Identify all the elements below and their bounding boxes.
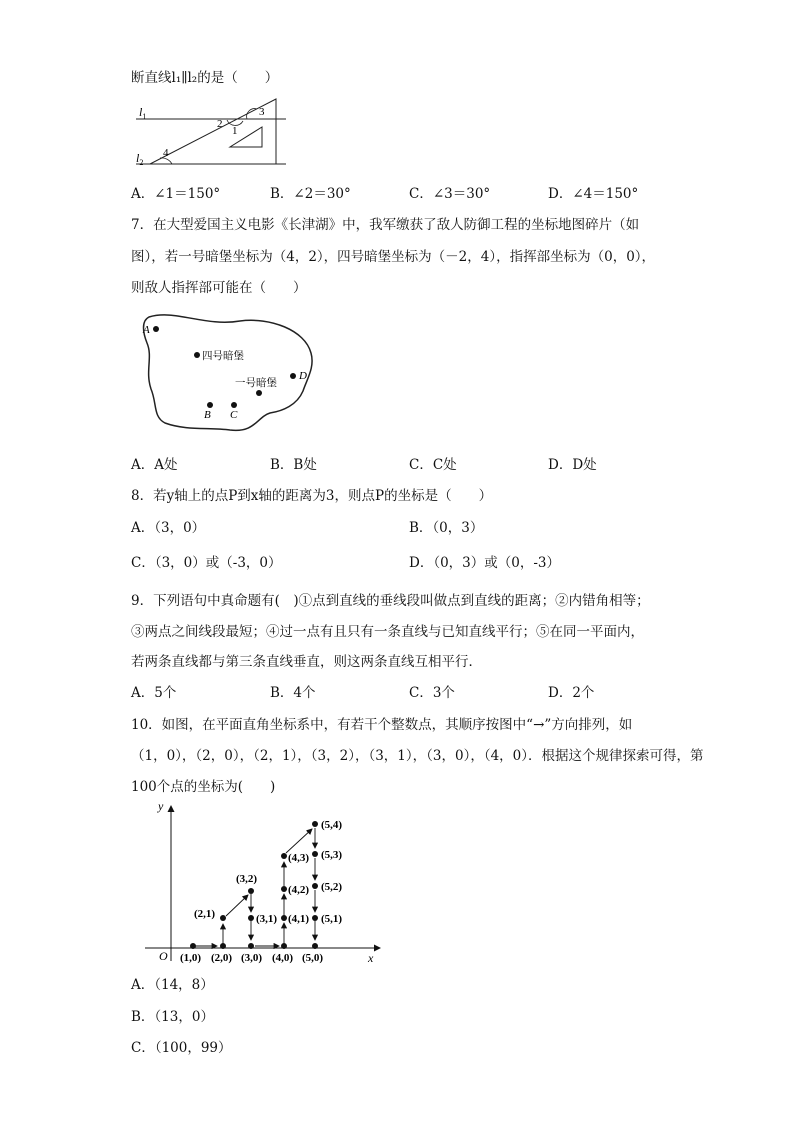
x-axis-label: x xyxy=(368,951,374,965)
q6-figure xyxy=(128,94,288,170)
point-5-3 xyxy=(312,851,318,857)
q10-text-line-1: 10．如图，在平面直角坐标系中，有若干个整数点，其顺序按图中“→”方向排列，如 xyxy=(131,717,633,733)
q10-text-line-3: 100个点的坐标为( ) xyxy=(131,779,276,795)
point-b xyxy=(207,402,213,408)
label-4-3: (4,3) xyxy=(288,852,310,864)
q10-text-line-2: （1，0），（2，0），（2，1），（3，2），（3，1），（3，0），（4，0）．根据这个规律探索可得，第 xyxy=(131,748,704,764)
q6-option-c[interactable]: C．∠3＝30° xyxy=(409,186,491,202)
point-5-0 xyxy=(312,943,318,949)
label-bunker-1: 一号暗堡 xyxy=(235,378,277,389)
label-4-1: (4,1) xyxy=(288,913,310,925)
y-axis-label: y xyxy=(158,799,164,813)
label-l2: $l_2$ xyxy=(136,151,144,167)
path-arrow xyxy=(286,829,312,853)
label-c: C xyxy=(230,409,238,421)
label-angle-3: 3 xyxy=(259,106,265,118)
q9-option-d[interactable]: D．2个 xyxy=(548,685,595,701)
point-3-0 xyxy=(248,943,254,949)
q7-text-line-1: 7．在大型爱国主义电影《长津湖》中，我军缴获了敌人防御工程的坐标地图碎片（如 xyxy=(131,217,640,233)
q7-text-line-3: 则敌人指挥部可能在（ ） xyxy=(131,280,307,296)
q8-option-d[interactable]: D．（0，3）或（0，-3） xyxy=(409,555,560,571)
label-5-2: (5,2) xyxy=(321,881,343,893)
q9-option-a[interactable]: A．5个 xyxy=(131,685,177,701)
q10-lattice-graph xyxy=(140,796,390,966)
point-c xyxy=(231,402,237,408)
q7-map-fragment xyxy=(135,305,320,440)
q7-option-d[interactable]: D．D处 xyxy=(548,457,597,473)
point-5-1 xyxy=(312,915,318,921)
q9-text-line-1: 9．下列语句中真命题有( )①点到直线的垂线段叫做点到直线的距离；②内错角相等； xyxy=(131,593,650,609)
point-3-2 xyxy=(248,888,254,894)
label-bunker-4: 四号暗堡 xyxy=(202,351,244,362)
q9-option-c[interactable]: C．3个 xyxy=(409,685,455,701)
q6-option-a[interactable]: A．∠1＝150° xyxy=(131,186,221,202)
point-bunker-4 xyxy=(194,352,200,358)
point-a xyxy=(153,326,159,332)
point-3-1 xyxy=(248,915,254,921)
q10-option-a[interactable]: A．（14，8） xyxy=(131,977,214,993)
label-d: D xyxy=(299,370,307,382)
label-5-1: (5,1) xyxy=(321,913,343,925)
q8-stem: 8．若y轴上的点P到x轴的距离为3，则点P的坐标是（ ） xyxy=(131,488,493,504)
label-3-0: (3,0) xyxy=(241,952,263,964)
label-5-4: (5,4) xyxy=(321,819,343,831)
point-4-1 xyxy=(281,915,287,921)
point-2-0 xyxy=(220,943,226,949)
point-2-1 xyxy=(220,915,226,921)
label-angle-1: 1 xyxy=(232,125,238,137)
origin-label: O xyxy=(159,949,168,963)
q7-option-a[interactable]: A．A处 xyxy=(131,457,178,473)
point-bunker-1 xyxy=(256,390,262,396)
q7-text-line-2: 图），若一号暗堡坐标为（4，2），四号暗堡坐标为（－2，4），指挥部坐标为（0，0）， xyxy=(131,249,656,265)
q10-option-b[interactable]: B．（13，0） xyxy=(131,1009,214,1025)
label-4-2: (4,2) xyxy=(288,884,310,896)
q7-option-c[interactable]: C．C处 xyxy=(409,457,457,473)
q9-option-b[interactable]: B．4个 xyxy=(270,685,316,701)
point-4-3 xyxy=(281,853,287,859)
q6-option-b[interactable]: B．∠2＝30° xyxy=(270,186,351,202)
point-5-4 xyxy=(312,821,318,827)
q6-option-d[interactable]: D．∠4＝150° xyxy=(548,186,639,202)
label-5-0: (5,0) xyxy=(302,952,324,964)
label-1-0: (1,0) xyxy=(180,952,202,964)
q9-text-line-3: 若两条直线都与第三条直线垂直，则这两条直线互相平行． xyxy=(131,654,482,670)
point-4-0 xyxy=(281,943,287,949)
label-l1: $l_1$ xyxy=(139,105,147,121)
map-outline xyxy=(144,315,313,430)
label-angle-4: 4 xyxy=(163,147,169,159)
label-a: A xyxy=(143,324,150,336)
q8-option-b[interactable]: B．（0，3） xyxy=(409,520,484,536)
set-square-outer xyxy=(150,99,276,164)
q9-text-line-2: ③两点之间线段最短；④过一点有且只有一条直线与已知直线平行；⑤在同一平面内， xyxy=(131,624,644,640)
q8-option-a[interactable]: A．（3，0） xyxy=(131,520,206,536)
label-3-2: (3,2) xyxy=(236,873,258,885)
point-4-2 xyxy=(281,886,287,892)
q7-option-b[interactable]: B．B处 xyxy=(270,457,317,473)
label-4-0: (4,0) xyxy=(272,952,294,964)
label-5-3: (5,3) xyxy=(321,849,343,861)
label-3-1: (3,1) xyxy=(256,913,278,925)
path-arrow xyxy=(226,895,248,916)
point-d xyxy=(290,373,296,379)
q6-stem: 断直线l₁∥l₂的是（ ） xyxy=(131,70,279,86)
q8-option-c[interactable]: C．（3，0）或（-3，0） xyxy=(131,555,282,571)
point-1-0 xyxy=(190,943,196,949)
label-2-1: (2,1) xyxy=(194,908,216,920)
label-b: B xyxy=(204,409,211,421)
label-angle-2: 2 xyxy=(217,118,223,130)
q10-option-c[interactable]: C．（100，99） xyxy=(131,1040,232,1056)
label-2-0: (2,0) xyxy=(211,952,233,964)
point-5-2 xyxy=(312,883,318,889)
